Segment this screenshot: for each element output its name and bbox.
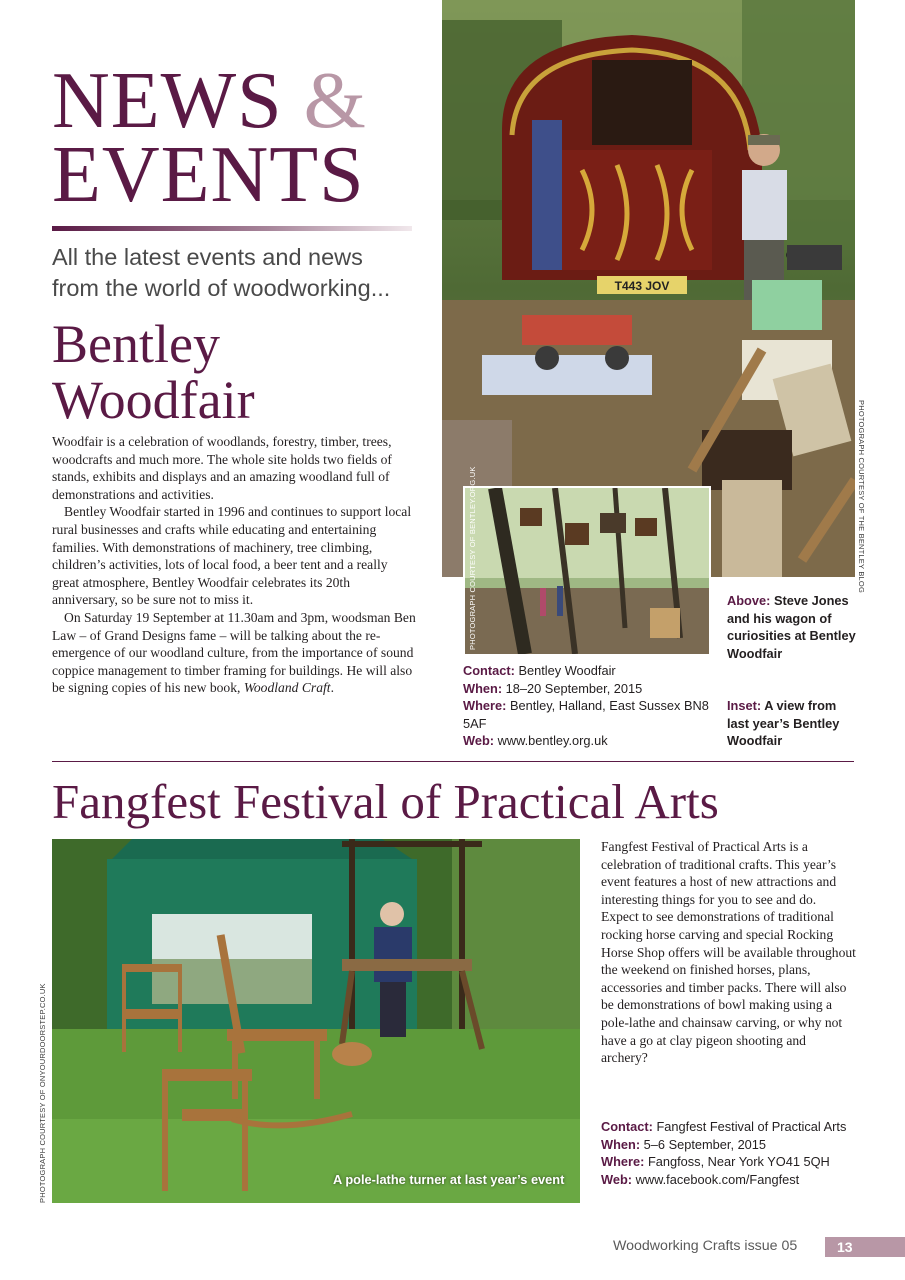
bentley-heading	[52, 316, 255, 428]
where-label: Where:	[601, 1154, 645, 1170]
title-news: NEWS	[52, 57, 283, 145]
bentley-para-1: Woodfair is a celebration of woodlands, forestry, timber, trees, woodcrafts and much more. The whole site holds two fields of stands, exhibits and displays and an amazing woodland full of demonstrations and activities.	[52, 434, 392, 502]
page-title	[52, 57, 367, 219]
when-value: 5–6 September, 2015	[643, 1136, 767, 1152]
page-tagline	[52, 242, 432, 304]
footer-issue: Woodworking Crafts issue 05	[613, 1238, 798, 1254]
fangfest-article	[601, 838, 856, 1067]
contact-label: Contact:	[601, 1119, 653, 1134]
plate-text: T443 JOV	[614, 279, 670, 293]
caption-above-text: Steve Jones and his wagon of curiosities at Bentley Woodfair	[727, 593, 856, 661]
web-link[interactable]: www.bentley.org.uk	[497, 733, 608, 749]
caption-inset	[727, 697, 857, 750]
bentley-contact-info	[463, 662, 713, 750]
where-value: Fangfoss, Near York YO41 5QH	[647, 1154, 830, 1170]
caption-inset-label: Inset:	[727, 698, 762, 713]
contact-value: Bentley Woodfair	[518, 663, 616, 678]
bentley-web-row	[463, 732, 713, 750]
bentley-heading-line2: Woodfair	[52, 370, 255, 430]
contact-label: Contact:	[463, 663, 515, 678]
web-label: Web:	[601, 1171, 633, 1187]
when-label: When:	[463, 680, 503, 696]
woodland-inset-photo	[463, 486, 711, 656]
bentley-para-3-text: On Saturday 19 September at 11.30am and 3pm, woodsman Ben Law – of Grand Designs fame – will be talking about the re-emergence of our woodland culture, from the importance of sound coppice management to timber framing for buildings. He will also be signing copies of his new book,	[52, 609, 416, 696]
bentley-where-row	[463, 697, 713, 732]
fangfest-heading: Fangfest Festival of Practical Arts	[52, 774, 719, 829]
fangfest-para: Fangfest Festival of Practical Arts is a celebration of traditional crafts. This year’s event features a host of new attractions and interesting things for you to see and do. Expect to see demonstrations of traditional rocking horse carving and special Rocking Horse Shop offers will be available throughout the weekend on finished horses, plans, accessories and timber packs. There will also be demonstrations of bowl making using a pole-lathe and chainsaw carving, or why not have a go at clay pigeon shooting and archery?	[601, 839, 856, 1066]
caption-above-label: Above:	[727, 593, 771, 608]
bentley-para-3-end: .	[330, 680, 334, 696]
tagline-line2: from the world of woodworking...	[52, 275, 391, 301]
bentley-when-row	[463, 680, 713, 698]
title-events: EVENTS	[52, 131, 365, 219]
fangfest-contact-row	[601, 1118, 861, 1136]
fangfest-photo-caption: A pole-lathe turner at last year’s event	[333, 1172, 565, 1187]
fangfest-when-row	[601, 1136, 861, 1154]
main-photo-credit: PHOTOGRAPH COURTESY OF THE BENTLEY BLOG	[857, 400, 866, 593]
bentley-para-3	[52, 609, 418, 697]
contact-value: Fangfest Festival of Practical Arts	[656, 1119, 847, 1134]
where-label: Where:	[463, 698, 507, 714]
where-value: Bentley, Halland, East Sussex BN8 5AF	[463, 698, 709, 731]
fangfest-web-row	[601, 1171, 861, 1189]
web-link[interactable]: www.facebook.com/Fangfest	[635, 1171, 800, 1187]
title-divider	[52, 226, 412, 231]
bentley-article	[52, 433, 418, 697]
inset-photo-credit: PHOTOGRAPH COURTESY OF BENTLEY.ORG.UK	[468, 466, 477, 650]
caption-above	[727, 592, 857, 662]
fangfest-contact-info	[601, 1118, 861, 1188]
when-label: When:	[601, 1136, 641, 1152]
fangfest-photo-credit: PHOTOGRAPH COURTESY OF ONYOURDOORSTEP.CO.UK	[38, 983, 47, 1203]
fangfest-where-row	[601, 1153, 861, 1171]
bentley-contact-row	[463, 662, 713, 680]
tagline-line1: All the latest events and news	[52, 244, 363, 270]
bentley-para-2: Bentley Woodfair started in 1996 and continues to support local rural businesses and crafts while educating and entertaining families. With demonstrations of machinery, tree climbing, children’s activities, lots of local food, a beer tent and a really great atmosphere, Bentley Woodfair celebrates its 20th anniversary, so be sure not to miss it.	[52, 504, 412, 608]
page-number: 13	[825, 1237, 905, 1257]
pole-lathe-photo	[52, 839, 580, 1203]
title-ampersand: &	[303, 57, 367, 145]
when-value: 18–20 September, 2015	[505, 680, 643, 696]
section-divider	[52, 761, 854, 762]
web-label: Web:	[463, 733, 495, 749]
bentley-heading-line1: Bentley	[52, 314, 220, 374]
book-title: Woodland Craft	[243, 680, 331, 696]
caption-inset-text: A view from last year’s Bentley Woodfair	[727, 698, 840, 749]
